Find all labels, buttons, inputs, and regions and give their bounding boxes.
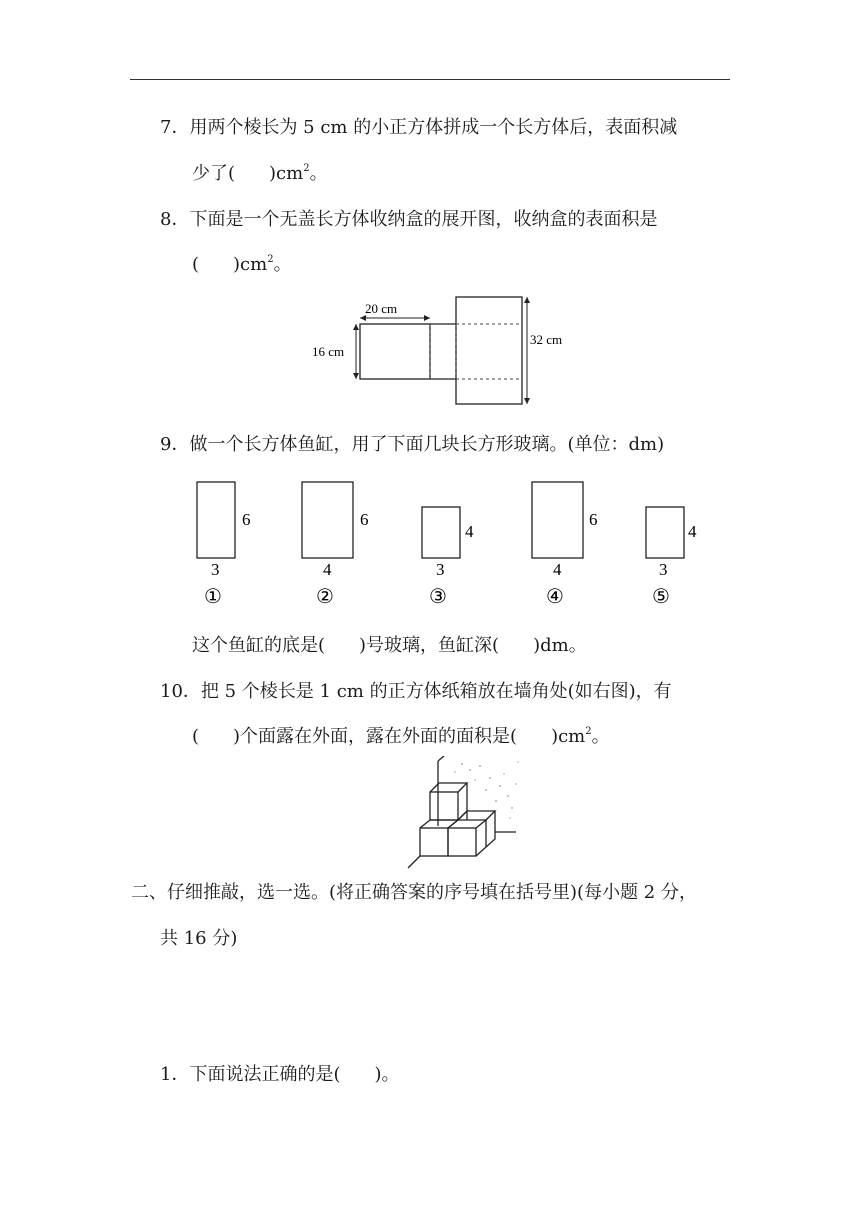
floor-edge <box>408 856 420 868</box>
q8-line1 <box>160 208 657 232</box>
s2q1-line: 1．下面说法正确的是( )。 <box>160 1064 400 1085</box>
panel-bottom-label: 4 <box>553 560 562 579</box>
section2-heading: 二、仔细推敲，选一选。(将正确答案的序号填在括号里)(每小题 2 分， <box>131 882 697 903</box>
panel-bottom-label: 4 <box>323 560 332 579</box>
s2q1-number: 1． <box>160 1064 190 1085</box>
cube-bottom-middle <box>448 820 486 856</box>
q9-line1 <box>160 433 664 457</box>
section2-heading-line2: 共 16 分) <box>160 928 238 949</box>
width-label: 20 cm <box>365 301 398 316</box>
panel-id: ② <box>316 586 334 608</box>
panel-side-label: 6 <box>589 510 598 529</box>
panel-bottom-label: 3 <box>659 560 668 579</box>
q10-number: 10． <box>160 681 201 702</box>
right-label: 32 cm <box>530 332 563 347</box>
panel-side-label: 4 <box>688 522 697 541</box>
panel-id: ① <box>204 586 222 608</box>
glass-panel-4 <box>532 482 598 608</box>
top-rule <box>130 79 730 80</box>
q7-line2: 少了( )$cm^2$。 <box>192 163 328 184</box>
q10-line1 <box>160 680 672 704</box>
cube-bottom-left <box>420 820 458 856</box>
glass-panels-figure <box>180 474 720 614</box>
q8-text: 下面是一个无盖长方体收纳盒的展开图，收纳盒的表面积是 <box>189 209 658 230</box>
q7-number: 7． <box>160 117 190 138</box>
height-label: 16 cm <box>312 344 345 359</box>
q9-number: 9． <box>160 434 190 455</box>
q8-line2: ( )$cm^2$。 <box>192 254 292 275</box>
panel-side-label: 6 <box>242 510 251 529</box>
panel-bottom-label: 3 <box>211 560 220 579</box>
q7-line1 <box>160 116 677 140</box>
q9-text: 做一个长方体鱼缸，用了下面几块长方形玻璃。(单位：dm) <box>189 434 665 455</box>
q10-line2: ( )个面露在外面，露在外面的面积是( )$cm^2$。 <box>192 726 610 747</box>
q9-answer-line: 这个鱼缸的底是( )号玻璃，鱼缸深( )dm。 <box>192 635 587 656</box>
glass-panel-5 <box>646 507 697 608</box>
panel-side-label: 6 <box>360 510 369 529</box>
glass-panel-1 <box>197 482 251 608</box>
panel-id: ⑤ <box>652 586 670 608</box>
net-left-face <box>360 324 430 379</box>
q10-text: 把 5 个棱长是 1 cm 的正方体纸箱放在墙角处(如右图)，有 <box>200 681 672 702</box>
glass-panel-2 <box>302 482 369 608</box>
box-net-figure <box>300 290 590 410</box>
panel-id: ④ <box>546 586 564 608</box>
q7-text: 用两个棱长为 5 cm 的小正方体拼成一个长方体后，表面积减 <box>189 117 678 138</box>
panel-id: ③ <box>429 586 447 608</box>
panel-bottom-label: 3 <box>436 560 445 579</box>
glass-panel-3 <box>422 507 474 608</box>
q8-number: 8． <box>160 209 190 230</box>
cube-top <box>430 783 467 820</box>
corner-cubes-figure <box>400 756 530 871</box>
wall-texture <box>454 761 518 818</box>
panel-side-label: 4 <box>465 522 474 541</box>
net-right-face <box>456 297 522 404</box>
